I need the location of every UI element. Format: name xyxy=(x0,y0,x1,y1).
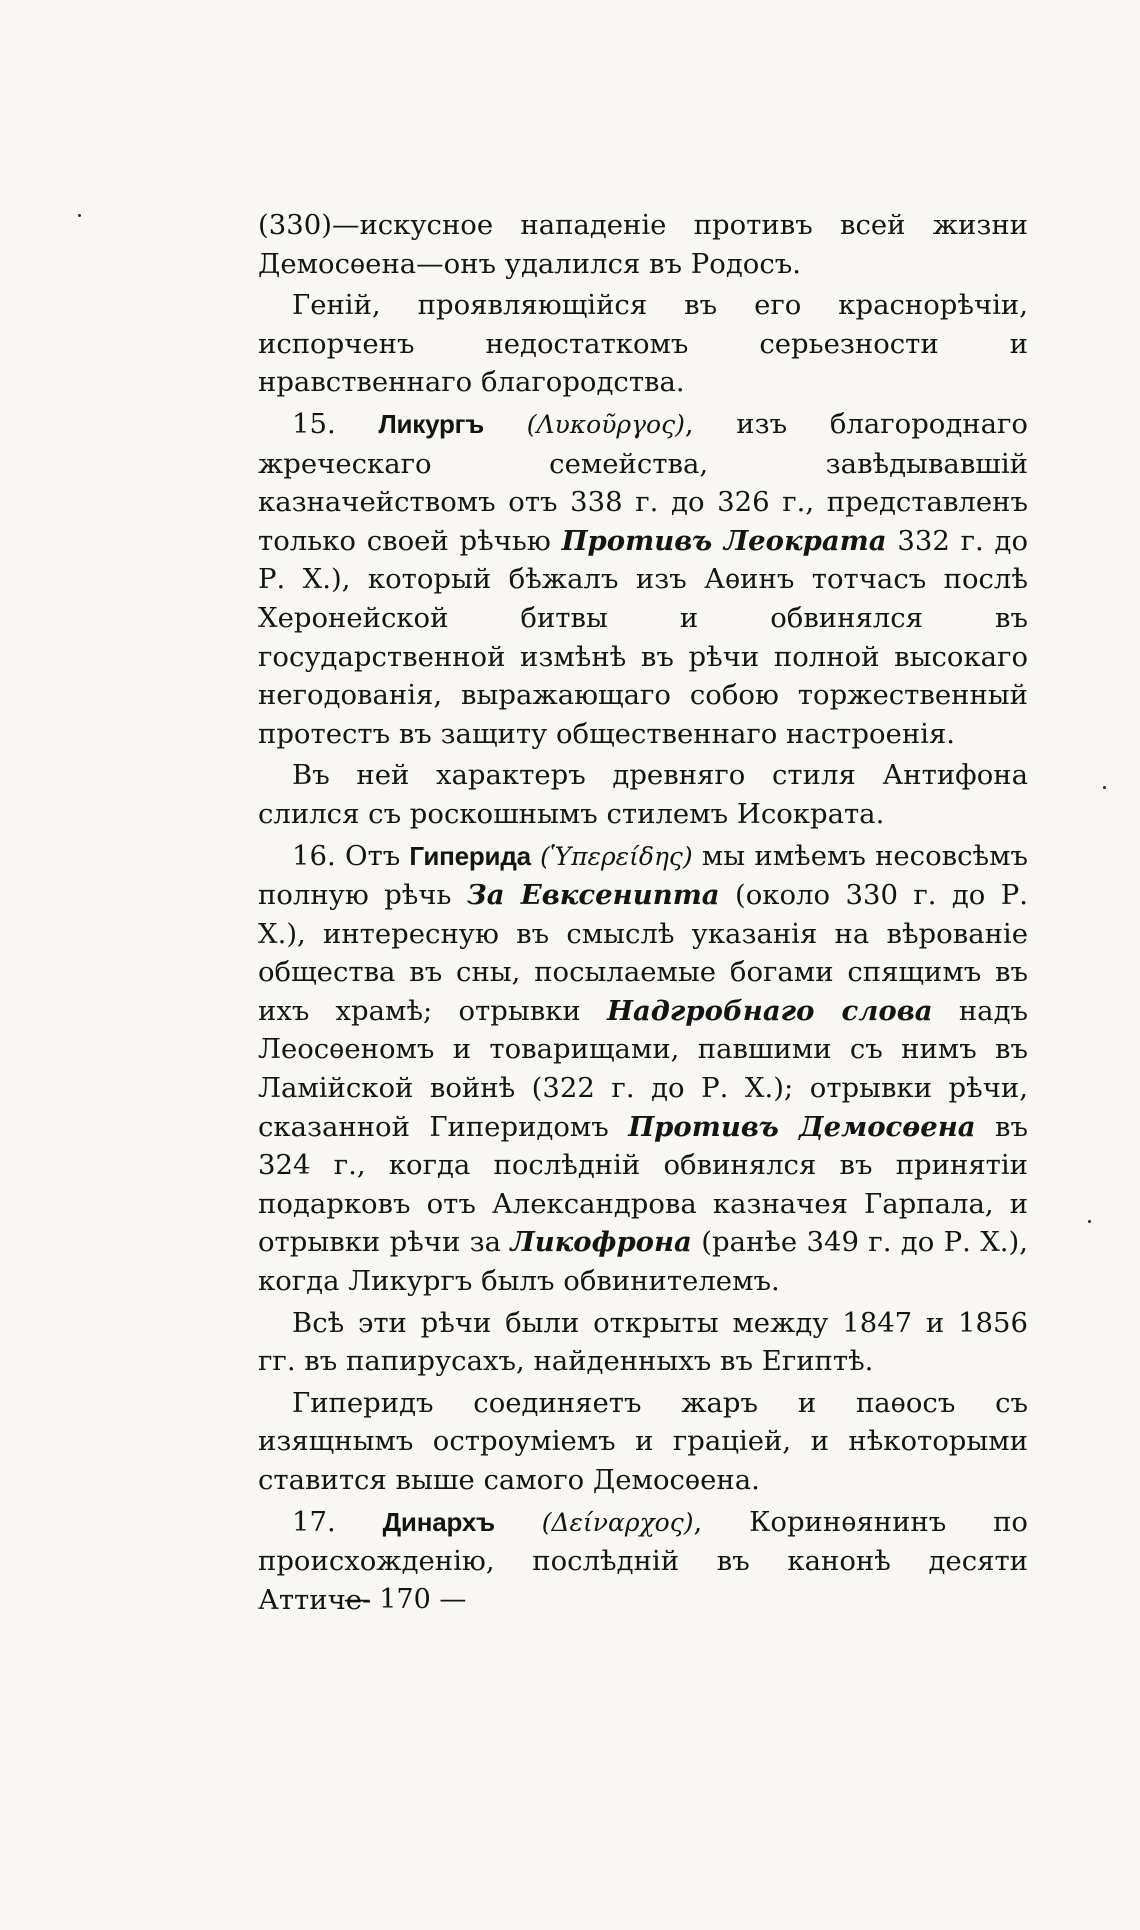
speech-title: За Евксенипта xyxy=(466,879,720,912)
speech-title: Ликофрона xyxy=(510,1226,692,1259)
paragraph-text: надъ Леосѳеномъ и товарищами, павшими съ нимъ въ Ламійской войнѣ (322 г. до Р. Х.); отрывки рѣчи, сказанной Гиперидомъ xyxy=(258,994,1028,1143)
paragraph-text: , изъ благороднаго жреческаго семейства, завѣдывавшій казначействомъ отъ 338 г. до 326 г., представленъ только своей рѣчью xyxy=(258,407,1028,557)
body-text xyxy=(258,206,1028,1619)
paragraph-text: Геній, проявляющійся въ его краснорѣчіи, испорченъ недостаткомъ серьезности и нравственнаго благородства. xyxy=(258,289,1028,399)
section-number: 16. Отъ xyxy=(292,839,401,872)
page-number: — 170 — xyxy=(343,1584,467,1615)
paragraph-style xyxy=(258,756,1028,833)
paragraph-text: мы имѣемъ несовсѣмъ полную рѣчь xyxy=(258,839,1028,912)
speech-title: Надгробнаго слова xyxy=(606,994,933,1027)
paragraph-papyri xyxy=(258,1304,1028,1381)
paragraph-hyperides xyxy=(258,837,1028,1301)
greek-name: (Ὑπερείδης) xyxy=(540,841,693,871)
orator-name: Ликургъ xyxy=(378,408,485,439)
speech-title: Противъ Леократа xyxy=(561,524,887,557)
section-number: 15. xyxy=(292,407,336,440)
speech-title: Противъ Демосѳена xyxy=(628,1110,976,1143)
paragraph-text: Въ ней характеръ древняго стиля Антифона слился съ роскошнымъ стилемъ Исократа. xyxy=(258,759,1028,830)
paragraph-text: (330)—искусное нападеніе противъ всей жизни Демосѳена—онъ удалился въ Родосъ. xyxy=(258,209,1028,280)
paragraph-text: въ 324 г., когда послѣдній обвинялся въ принятіи подарковъ отъ Александрова казначея Гарпала, и отрывки рѣчи за xyxy=(258,1110,1028,1259)
paragraph-text: 332 г. до Р. Х.), который бѣжалъ изъ Аѳинъ тотчасъ послѣ Херонейской битвы и обвинялся въ государственной измѣнѣ въ рѣчи полной высокаго негодованія, выражающаго собою торжественный протестъ въ защиту общественнаго настроенія. xyxy=(258,524,1028,750)
greek-name: (Δείναρχος) xyxy=(541,1507,694,1537)
paragraph-hyperides-style xyxy=(258,1384,1028,1500)
scan-speck xyxy=(1088,1220,1091,1223)
scan-speck xyxy=(78,214,81,217)
paragraph-continuation xyxy=(258,206,1028,283)
paragraph-lycurgus xyxy=(258,405,1028,753)
paragraph-text: (ранѣе 349 г. до Р. Х.), когда Ликургъ былъ обвинителемъ. xyxy=(258,1226,1028,1298)
paragraph-genius xyxy=(258,286,1028,402)
orator-name: Гиперида xyxy=(409,840,531,871)
paragraph-text: Всѣ эти рѣчи были открыты между 1847 и 1856 гг. въ папирусахъ, найденныхъ въ Египтѣ. xyxy=(258,1306,1028,1378)
paragraph-text: (около 330 г. до Р. Х.), интересную въ смыслѣ указанія на вѣрованіе общества въ сны, посылаемые богами спящимъ въ ихъ храмѣ; отрывки xyxy=(258,879,1028,1027)
section-number: 17. xyxy=(292,1505,336,1538)
scan-speck xyxy=(1103,786,1106,789)
orator-name: Динархъ xyxy=(382,1506,495,1537)
greek-name: (Λυκοῦργος) xyxy=(526,409,685,439)
paragraph-text: Гиперидъ соединяетъ жаръ и паѳосъ съ изящнымъ остроуміемъ и граціей, и нѣкоторыми ставится выше самого Демосѳена. xyxy=(258,1386,1028,1496)
paragraph-text: , Коринѳянинъ по происхожденію, послѣдній въ канонѣ десяти Аттиче- xyxy=(258,1505,1028,1616)
